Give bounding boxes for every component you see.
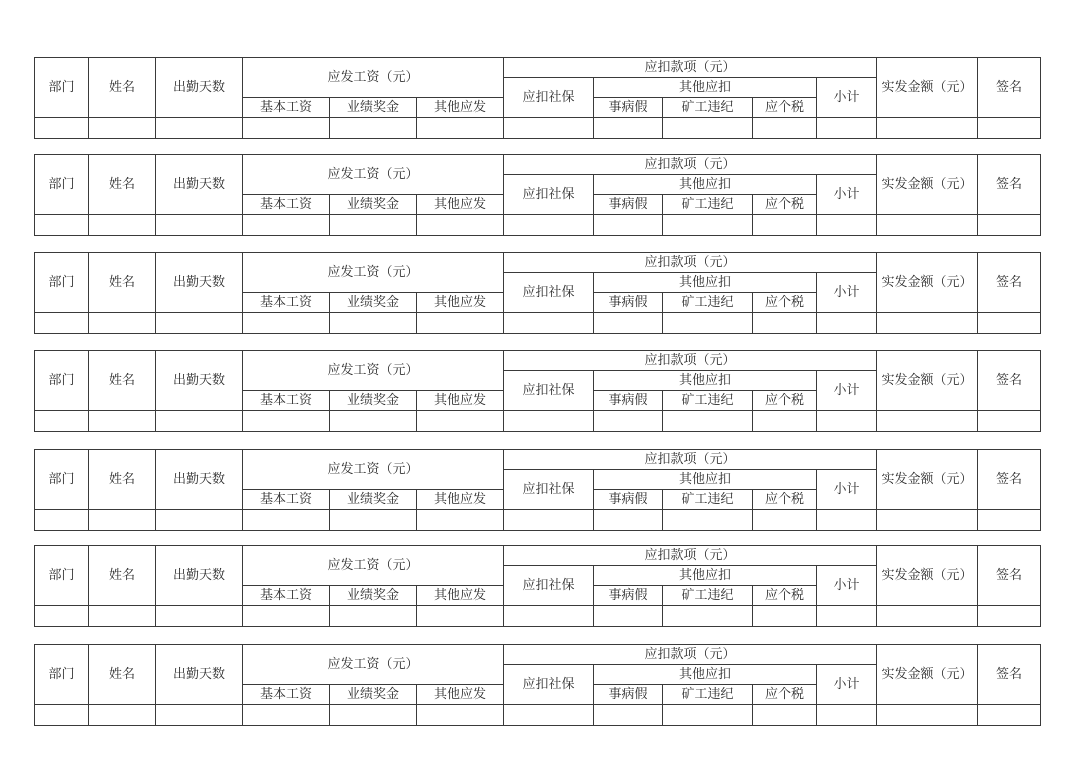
header-other-pay: 其他应发 — [417, 293, 504, 313]
cell-attendance-days[interactable] — [156, 705, 243, 726]
cell-base-pay[interactable] — [243, 118, 330, 139]
header-deductions: 应扣款项（元） — [504, 253, 877, 273]
header-subtotal: 小计 — [817, 371, 877, 411]
header-subtotal: 小计 — [817, 470, 877, 510]
header-other-deductions: 其他应扣 — [594, 273, 817, 293]
header-gross-pay: 应发工资（元） — [243, 155, 504, 195]
header-gross-pay: 应发工资（元） — [243, 450, 504, 490]
cell-dept[interactable] — [35, 215, 89, 236]
cell-net-pay[interactable] — [877, 118, 978, 139]
header-other-deductions: 其他应扣 — [594, 566, 817, 586]
header-dept: 部门 — [35, 546, 89, 606]
cell-sick-leave[interactable] — [594, 411, 663, 432]
header-base-pay: 基本工资 — [243, 293, 330, 313]
cell-income-tax[interactable] — [753, 313, 817, 334]
header-deductions: 应扣款项（元） — [504, 351, 877, 371]
header-signature: 签名 — [978, 351, 1041, 411]
cell-other-pay[interactable] — [417, 215, 504, 236]
header-other-pay: 其他应发 — [417, 195, 504, 215]
salary-slip-table-1 — [34, 57, 1041, 139]
cell-name[interactable] — [89, 118, 156, 139]
header-sick-leave: 事病假 — [594, 586, 663, 606]
cell-income-tax[interactable] — [753, 510, 817, 531]
cell-net-pay[interactable] — [877, 411, 978, 432]
cell-signature[interactable] — [978, 313, 1041, 334]
header-other-pay: 其他应发 — [417, 685, 504, 705]
header-base-pay: 基本工资 — [243, 586, 330, 606]
cell-income-tax[interactable] — [753, 118, 817, 139]
header-sick-leave: 事病假 — [594, 98, 663, 118]
cell-social-insurance[interactable] — [504, 510, 594, 531]
cell-subtotal[interactable] — [817, 705, 877, 726]
cell-other-pay[interactable] — [417, 606, 504, 627]
header-base-pay: 基本工资 — [243, 98, 330, 118]
header-name: 姓名 — [89, 58, 156, 118]
header-deductions: 应扣款项（元） — [504, 155, 877, 175]
header-name: 姓名 — [89, 351, 156, 411]
header-social-insurance: 应扣社保 — [504, 371, 594, 411]
header-income-tax: 应个税 — [753, 98, 817, 118]
header-performance-bonus: 业绩奖金 — [330, 490, 417, 510]
cell-subtotal[interactable] — [817, 606, 877, 627]
cell-dept[interactable] — [35, 411, 89, 432]
header-base-pay: 基本工资 — [243, 391, 330, 411]
cell-performance-bonus[interactable] — [330, 118, 417, 139]
header-social-insurance: 应扣社保 — [504, 566, 594, 606]
salary-slip-table-7 — [34, 644, 1041, 726]
header-signature: 签名 — [978, 645, 1041, 705]
header-name: 姓名 — [89, 253, 156, 313]
cell-dept[interactable] — [35, 313, 89, 334]
header-income-tax: 应个税 — [753, 195, 817, 215]
header-performance-bonus: 业绩奖金 — [330, 391, 417, 411]
cell-performance-bonus[interactable] — [330, 510, 417, 531]
cell-other-pay[interactable] — [417, 118, 504, 139]
header-mine-violation: 矿工违纪 — [663, 490, 753, 510]
header-base-pay: 基本工资 — [243, 490, 330, 510]
header-performance-bonus: 业绩奖金 — [330, 98, 417, 118]
cell-mine-violation[interactable] — [663, 313, 753, 334]
header-other-deductions: 其他应扣 — [594, 371, 817, 391]
header-performance-bonus: 业绩奖金 — [330, 586, 417, 606]
header-other-deductions: 其他应扣 — [594, 470, 817, 490]
cell-social-insurance[interactable] — [504, 606, 594, 627]
cell-social-insurance[interactable] — [504, 705, 594, 726]
header-social-insurance: 应扣社保 — [504, 78, 594, 118]
header-mine-violation: 矿工违纪 — [663, 586, 753, 606]
cell-social-insurance[interactable] — [504, 118, 594, 139]
header-attendance-days: 出勤天数 — [156, 253, 243, 313]
header-gross-pay: 应发工资（元） — [243, 546, 504, 586]
cell-base-pay[interactable] — [243, 313, 330, 334]
cell-mine-violation[interactable] — [663, 510, 753, 531]
header-subtotal: 小计 — [817, 78, 877, 118]
header-deductions: 应扣款项（元） — [504, 645, 877, 665]
header-name: 姓名 — [89, 546, 156, 606]
header-other-pay: 其他应发 — [417, 391, 504, 411]
header-other-pay: 其他应发 — [417, 490, 504, 510]
cell-subtotal[interactable] — [817, 215, 877, 236]
cell-attendance-days[interactable] — [156, 606, 243, 627]
header-social-insurance: 应扣社保 — [504, 273, 594, 313]
cell-net-pay[interactable] — [877, 215, 978, 236]
header-attendance-days: 出勤天数 — [156, 351, 243, 411]
cell-signature[interactable] — [978, 411, 1041, 432]
cell-dept[interactable] — [35, 705, 89, 726]
cell-sick-leave[interactable] — [594, 215, 663, 236]
header-net-pay: 实发金额（元） — [877, 253, 978, 313]
header-signature: 签名 — [978, 546, 1041, 606]
cell-social-insurance[interactable] — [504, 215, 594, 236]
cell-attendance-days[interactable] — [156, 313, 243, 334]
header-attendance-days: 出勤天数 — [156, 450, 243, 510]
header-net-pay: 实发金额（元） — [877, 155, 978, 215]
header-sick-leave: 事病假 — [594, 685, 663, 705]
header-sick-leave: 事病假 — [594, 195, 663, 215]
salary-slip-table-5 — [34, 449, 1041, 531]
header-performance-bonus: 业绩奖金 — [330, 195, 417, 215]
cell-subtotal[interactable] — [817, 313, 877, 334]
cell-income-tax[interactable] — [753, 411, 817, 432]
cell-income-tax[interactable] — [753, 606, 817, 627]
header-dept: 部门 — [35, 155, 89, 215]
header-mine-violation: 矿工违纪 — [663, 293, 753, 313]
cell-income-tax[interactable] — [753, 215, 817, 236]
header-net-pay: 实发金额（元） — [877, 450, 978, 510]
header-signature: 签名 — [978, 155, 1041, 215]
header-income-tax: 应个税 — [753, 685, 817, 705]
cell-signature[interactable] — [978, 705, 1041, 726]
cell-performance-bonus[interactable] — [330, 313, 417, 334]
header-subtotal: 小计 — [817, 175, 877, 215]
cell-attendance-days[interactable] — [156, 215, 243, 236]
cell-attendance-days[interactable] — [156, 510, 243, 531]
header-other-deductions: 其他应扣 — [594, 175, 817, 195]
cell-dept[interactable] — [35, 606, 89, 627]
cell-base-pay[interactable] — [243, 705, 330, 726]
header-sick-leave: 事病假 — [594, 293, 663, 313]
cell-mine-violation[interactable] — [663, 411, 753, 432]
cell-signature[interactable] — [978, 606, 1041, 627]
cell-other-pay[interactable] — [417, 313, 504, 334]
header-income-tax: 应个税 — [753, 391, 817, 411]
header-name: 姓名 — [89, 155, 156, 215]
header-sick-leave: 事病假 — [594, 490, 663, 510]
cell-mine-violation[interactable] — [663, 606, 753, 627]
salary-slip-table-4 — [34, 350, 1041, 432]
cell-base-pay[interactable] — [243, 411, 330, 432]
header-social-insurance: 应扣社保 — [504, 470, 594, 510]
cell-sick-leave[interactable] — [594, 606, 663, 627]
cell-sick-leave[interactable] — [594, 313, 663, 334]
header-performance-bonus: 业绩奖金 — [330, 293, 417, 313]
cell-signature[interactable] — [978, 215, 1041, 236]
cell-signature[interactable] — [978, 118, 1041, 139]
header-signature: 签名 — [978, 58, 1041, 118]
header-attendance-days: 出勤天数 — [156, 58, 243, 118]
cell-performance-bonus[interactable] — [330, 606, 417, 627]
cell-name[interactable] — [89, 606, 156, 627]
header-base-pay: 基本工资 — [243, 685, 330, 705]
cell-dept[interactable] — [35, 510, 89, 531]
header-other-pay: 其他应发 — [417, 586, 504, 606]
header-other-deductions: 其他应扣 — [594, 665, 817, 685]
cell-mine-violation[interactable] — [663, 118, 753, 139]
header-mine-violation: 矿工违纪 — [663, 98, 753, 118]
header-dept: 部门 — [35, 253, 89, 313]
cell-social-insurance[interactable] — [504, 313, 594, 334]
cell-mine-violation[interactable] — [663, 705, 753, 726]
header-mine-violation: 矿工违纪 — [663, 195, 753, 215]
cell-income-tax[interactable] — [753, 705, 817, 726]
cell-name[interactable] — [89, 313, 156, 334]
cell-subtotal[interactable] — [817, 411, 877, 432]
header-mine-violation: 矿工违纪 — [663, 391, 753, 411]
cell-performance-bonus[interactable] — [330, 705, 417, 726]
cell-subtotal[interactable] — [817, 510, 877, 531]
cell-sick-leave[interactable] — [594, 510, 663, 531]
header-deductions: 应扣款项（元） — [504, 58, 877, 78]
header-social-insurance: 应扣社保 — [504, 665, 594, 705]
header-social-insurance: 应扣社保 — [504, 175, 594, 215]
header-attendance-days: 出勤天数 — [156, 645, 243, 705]
header-net-pay: 实发金额（元） — [877, 645, 978, 705]
header-income-tax: 应个税 — [753, 490, 817, 510]
cell-other-pay[interactable] — [417, 411, 504, 432]
salary-slip-table-6 — [34, 545, 1041, 627]
header-attendance-days: 出勤天数 — [156, 546, 243, 606]
cell-sick-leave[interactable] — [594, 705, 663, 726]
header-gross-pay: 应发工资（元） — [243, 253, 504, 293]
cell-other-pay[interactable] — [417, 705, 504, 726]
header-income-tax: 应个税 — [753, 293, 817, 313]
cell-base-pay[interactable] — [243, 215, 330, 236]
header-subtotal: 小计 — [817, 566, 877, 606]
cell-net-pay[interactable] — [877, 705, 978, 726]
header-other-pay: 其他应发 — [417, 98, 504, 118]
header-gross-pay: 应发工资（元） — [243, 351, 504, 391]
cell-social-insurance[interactable] — [504, 411, 594, 432]
header-mine-violation: 矿工违纪 — [663, 685, 753, 705]
cell-dept[interactable] — [35, 118, 89, 139]
cell-signature[interactable] — [978, 510, 1041, 531]
header-dept: 部门 — [35, 645, 89, 705]
cell-name[interactable] — [89, 510, 156, 531]
cell-base-pay[interactable] — [243, 510, 330, 531]
header-name: 姓名 — [89, 645, 156, 705]
header-net-pay: 实发金额（元） — [877, 351, 978, 411]
cell-net-pay[interactable] — [877, 313, 978, 334]
cell-attendance-days[interactable] — [156, 411, 243, 432]
header-signature: 签名 — [978, 450, 1041, 510]
cell-name[interactable] — [89, 215, 156, 236]
cell-mine-violation[interactable] — [663, 215, 753, 236]
header-other-deductions: 其他应扣 — [594, 78, 817, 98]
header-deductions: 应扣款项（元） — [504, 546, 877, 566]
salary-slip-table-3 — [34, 252, 1041, 334]
cell-base-pay[interactable] — [243, 606, 330, 627]
header-dept: 部门 — [35, 351, 89, 411]
cell-name[interactable] — [89, 705, 156, 726]
cell-performance-bonus[interactable] — [330, 411, 417, 432]
header-signature: 签名 — [978, 253, 1041, 313]
header-deductions: 应扣款项（元） — [504, 450, 877, 470]
header-name: 姓名 — [89, 450, 156, 510]
header-performance-bonus: 业绩奖金 — [330, 685, 417, 705]
header-sick-leave: 事病假 — [594, 391, 663, 411]
cell-net-pay[interactable] — [877, 606, 978, 627]
header-gross-pay: 应发工资（元） — [243, 645, 504, 685]
header-attendance-days: 出勤天数 — [156, 155, 243, 215]
header-dept: 部门 — [35, 450, 89, 510]
header-income-tax: 应个税 — [753, 586, 817, 606]
header-base-pay: 基本工资 — [243, 195, 330, 215]
header-dept: 部门 — [35, 58, 89, 118]
header-subtotal: 小计 — [817, 273, 877, 313]
cell-attendance-days[interactable] — [156, 118, 243, 139]
cell-sick-leave[interactable] — [594, 118, 663, 139]
header-subtotal: 小计 — [817, 665, 877, 705]
header-net-pay: 实发金额（元） — [877, 546, 978, 606]
cell-net-pay[interactable] — [877, 510, 978, 531]
cell-subtotal[interactable] — [817, 118, 877, 139]
header-net-pay: 实发金额（元） — [877, 58, 978, 118]
cell-other-pay[interactable] — [417, 510, 504, 531]
salary-slip-table-2 — [34, 154, 1041, 236]
cell-performance-bonus[interactable] — [330, 215, 417, 236]
header-gross-pay: 应发工资（元） — [243, 58, 504, 98]
cell-name[interactable] — [89, 411, 156, 432]
